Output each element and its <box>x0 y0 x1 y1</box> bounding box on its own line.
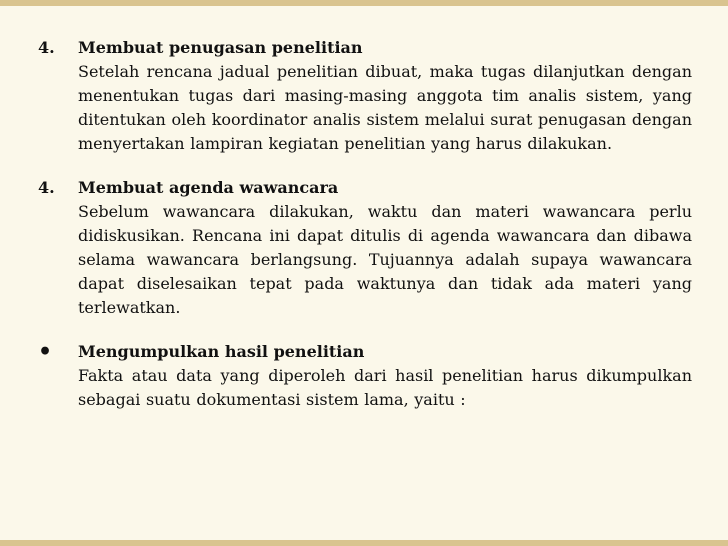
item-body: Setelah rencana jadual penelitian dibuat, maka tugas dilanjutkan dengan menentukan tugas dari masing-masing anggota tim analis sistem, yang ditentukan oleh koordinator analis sistem melalui surat penugasan dengan menyertakan lampiran kegiatan penelitian yang harus dilakukan. <box>78 62 692 153</box>
item-heading: Mengumpulkan hasil penelitian <box>78 342 365 361</box>
top-border <box>0 0 728 6</box>
list-number: 4. <box>38 38 55 57</box>
list-number: 4. <box>38 178 55 197</box>
list-item-penugasan <box>38 36 692 156</box>
item-heading: Membuat agenda wawancara <box>78 178 339 197</box>
list-item-mengumpulkan <box>38 340 692 412</box>
item-body: Fakta atau data yang diperoleh dari hasil penelitian harus dikumpulkan sebagai suatu dokumentasi sistem lama, yaitu : <box>78 366 692 409</box>
item-body: Sebelum wawancara dilakukan, waktu dan materi wawancara perlu didiskusikan. Rencana ini dapat ditulis di agenda wawancara dan dibawa selama wawancara berlangsung. Tujuannya adalah supaya wawancara dapat diselesaikan tepat pada waktunya dan tidak ada materi yang terlewatkan. <box>78 202 692 317</box>
slide-content <box>38 36 692 432</box>
list-item-agenda <box>38 176 692 320</box>
item-heading: Membuat penugasan penelitian <box>78 38 363 57</box>
bottom-border <box>0 540 728 546</box>
bullet-icon: • <box>38 339 53 365</box>
